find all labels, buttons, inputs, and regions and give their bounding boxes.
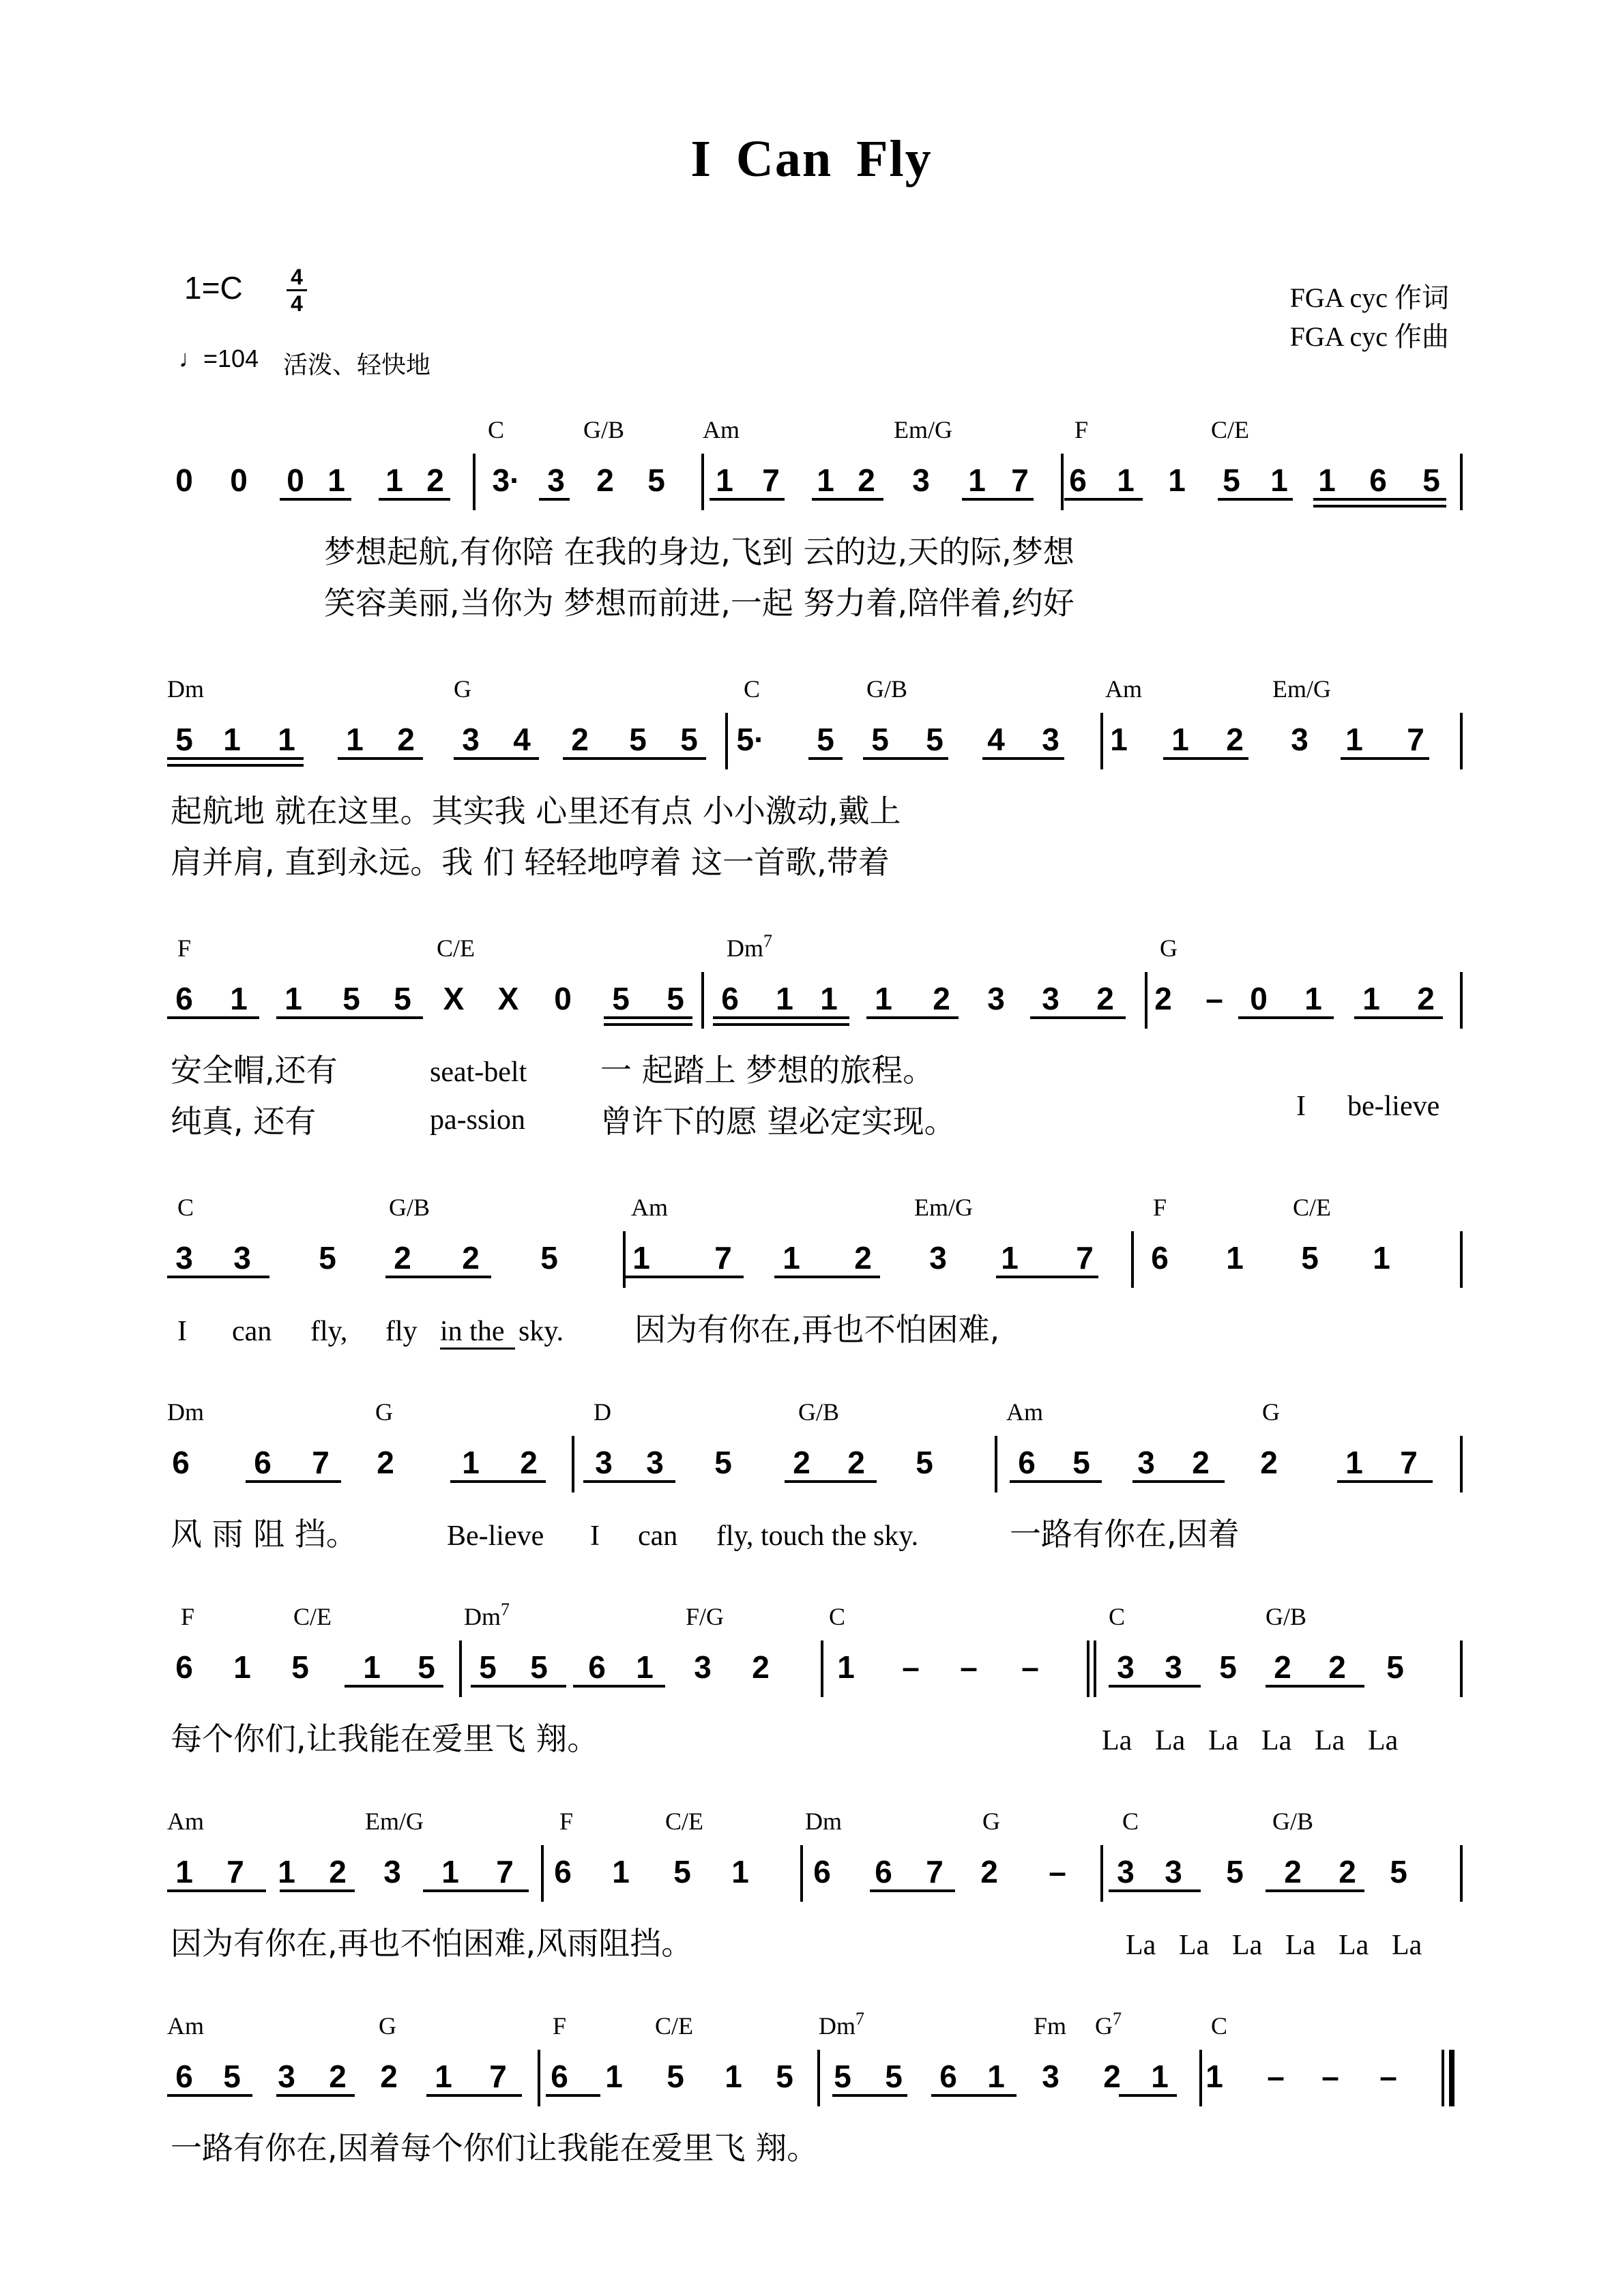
note: 2 (571, 722, 589, 757)
note: 5 (1223, 462, 1240, 498)
note: 2 (397, 722, 415, 757)
note: 3 (1042, 2059, 1059, 2094)
note: 5 (291, 1649, 309, 1685)
chord-symbol: G (982, 1808, 1000, 1835)
note: 1 (1345, 722, 1363, 757)
note: 6 (1018, 1445, 1036, 1480)
lyric-en: La (1368, 1725, 1399, 1756)
note: 1 (278, 722, 295, 757)
chord-symbol: C (829, 1603, 846, 1630)
lyric-en: can (232, 1316, 272, 1347)
song-title: I Can Fly (690, 130, 933, 188)
chord-symbol: C (744, 675, 761, 703)
chord-symbol: Dm$^7$ (464, 1600, 510, 1630)
note: 1 (725, 2059, 742, 2094)
lyric-line-1: 起航地 就在这里。其实我 心里还有点 小小激动,戴上 (171, 793, 901, 829)
note: – (1021, 1649, 1039, 1685)
lyric-line-1: 风 雨 阻 挡。 (171, 1516, 357, 1552)
note: 0 (1250, 981, 1268, 1016)
chord-symbol: F (181, 1603, 195, 1630)
chord-symbol: G (454, 675, 471, 703)
note: 7 (714, 1240, 732, 1276)
note: 6 (175, 1649, 193, 1685)
lyric-en: I (177, 1316, 187, 1347)
note: 1 (783, 1240, 800, 1276)
note: 5 (1386, 1649, 1404, 1685)
lyric-line-1-en: seat-belt (430, 1057, 527, 1088)
note: 2 (1103, 2059, 1121, 2094)
note: 1 (612, 1854, 630, 1889)
chord-symbol: C/E (665, 1808, 704, 1835)
note: 5 (871, 722, 889, 757)
note: 3 (929, 1240, 947, 1276)
chord-symbol: Am (631, 1194, 668, 1221)
note: – (1379, 2059, 1397, 2094)
note: 1 (1171, 722, 1189, 757)
note: 1 (968, 462, 986, 498)
time-top: 4 (291, 265, 303, 289)
note: 1 (837, 1649, 855, 1685)
note: 2 (1096, 981, 1114, 1016)
chord-symbol: Em/G (914, 1194, 973, 1221)
note: 4 (987, 722, 1005, 757)
note: – (902, 1649, 920, 1685)
note: 4 (513, 722, 531, 757)
note: 6 (588, 1649, 606, 1685)
lyric-en: La (1232, 1930, 1263, 1961)
chord-symbol: Am (1105, 675, 1142, 703)
note: 2 (1328, 1649, 1346, 1685)
note: 5 (926, 722, 944, 757)
chord-symbol: G/B (1266, 1603, 1307, 1630)
note: 1 (987, 2059, 1005, 2094)
lyric-line-2: 笑容美丽,当你为 梦想而前进,一起 努力着,陪伴着,约好 (324, 585, 1074, 621)
key-signature: 1=C (184, 270, 243, 306)
lyricist-credit: FGA cyc 作词 (1289, 282, 1449, 313)
lyric-en: La (1261, 1725, 1292, 1756)
note: 5 (530, 1649, 548, 1685)
chord-symbol: Em/G (894, 416, 952, 443)
chord-symbol: D (594, 1398, 611, 1426)
chord-symbol: C (1211, 2012, 1228, 2040)
note: 2 (329, 1854, 347, 1889)
lyric-en: touch the (761, 1520, 867, 1552)
lyric-en: La (1208, 1725, 1239, 1756)
note: 1 (636, 1649, 654, 1685)
chord-symbol: G (375, 1398, 393, 1426)
lyric-line-1: 因为有你在,再也不怕困难, (634, 1311, 1000, 1348)
lyric-en: La (1285, 1930, 1316, 1961)
note: 1 (1117, 462, 1135, 498)
note: 6 (551, 2059, 568, 2094)
note: 5 (916, 1445, 933, 1480)
note: 5 (342, 981, 360, 1016)
note: 5 (223, 2059, 241, 2094)
note: 2 (752, 1649, 770, 1685)
note: 3 (1291, 722, 1308, 757)
note: 2 (854, 1240, 872, 1276)
note: 1 (363, 1649, 381, 1685)
note: 3 (912, 462, 930, 498)
chord-symbol: C (488, 416, 505, 443)
note: 6 (721, 981, 739, 1016)
composer-credit: FGA cyc 作曲 (1289, 321, 1449, 352)
note: 1 (223, 722, 241, 757)
note: 1 (1205, 2059, 1223, 2094)
lyric-en: Be-lieve (447, 1520, 544, 1552)
chord-symbol: F (1074, 416, 1089, 443)
note: 1 (462, 1445, 480, 1480)
lyric-en: fly (385, 1316, 418, 1347)
note: 3 (694, 1649, 712, 1685)
note: 1 (441, 1854, 459, 1889)
chord-symbol: G/B (798, 1398, 840, 1426)
note: 5 (673, 1854, 691, 1889)
note: 3 (278, 2059, 295, 2094)
note: 3 (1117, 1649, 1135, 1685)
lyric-en: can (638, 1520, 678, 1552)
note: 5 (175, 722, 193, 757)
note: 5 (885, 2059, 903, 2094)
note: 7 (1400, 1445, 1418, 1480)
note: 5 (1072, 1445, 1090, 1480)
note: 3 (987, 981, 1005, 1016)
lyric-en: fly, (310, 1316, 348, 1347)
note: 1 (233, 1649, 251, 1685)
note: 1 (1318, 462, 1336, 498)
note: 6 (254, 1445, 272, 1480)
lyric-en: La (1155, 1725, 1186, 1756)
note: 7 (489, 2059, 507, 2094)
note: 3 (1042, 981, 1059, 1016)
note: 2 (462, 1240, 480, 1276)
note: 2 (329, 2059, 347, 2094)
note: 5 (319, 1240, 336, 1276)
note: 2 (377, 1445, 394, 1480)
chord-symbol: Dm (167, 1398, 204, 1426)
chord-symbol: Em/G (1272, 675, 1331, 703)
lyric-line-2-en: pa-ssion (430, 1104, 525, 1136)
note: 2 (1417, 981, 1435, 1016)
note: 1 (1110, 722, 1128, 757)
note: 6 (813, 1854, 831, 1889)
note: – (1321, 2059, 1339, 2094)
note: 7 (496, 1854, 514, 1889)
note: 1 (776, 981, 793, 1016)
note: 7 (226, 1854, 244, 1889)
chord-symbol: G/B (1272, 1808, 1314, 1835)
lyric-en: La (1315, 1725, 1345, 1756)
chord-symbol: F (553, 2012, 567, 2040)
chord-symbol: C/E (293, 1603, 332, 1630)
chord-symbol: Em/G (365, 1808, 424, 1835)
lyric-line-1-b: 一路有你在,因着 (1010, 1516, 1240, 1552)
note: 1 (1270, 462, 1288, 498)
lyric-line-1: 每个你们,让我能在爱里飞 翔。 (171, 1720, 599, 1757)
lyric-en: La (1179, 1930, 1210, 1961)
note: 1 (1362, 981, 1380, 1016)
lyric-line-2: 纯真, 还有 (171, 1103, 317, 1140)
note: 1 (284, 981, 302, 1016)
style-marking: 活泼、轻快地 (283, 351, 431, 379)
note: 2 (380, 2059, 398, 2094)
note: 1 (1373, 1240, 1390, 1276)
note: 2 (858, 462, 875, 498)
note: – (1267, 2059, 1285, 2094)
chord-symbol: F/G (686, 1603, 725, 1630)
note: 5 (1219, 1649, 1237, 1685)
note: 2 (1226, 722, 1244, 757)
chord-symbol: C (1122, 1808, 1139, 1835)
chord-symbol: F (1153, 1194, 1167, 1221)
note: 2 (1154, 981, 1172, 1016)
chord-symbol: G (1160, 934, 1178, 962)
lyric-side-en: be-lieve (1347, 1091, 1440, 1122)
note: 2 (426, 462, 444, 498)
chord-symbol: G (379, 2012, 396, 2040)
note: 0 (554, 981, 572, 1016)
note: 0 (230, 462, 248, 498)
lyric-line-2: 肩并肩, 直到永远。我 们 轻轻地哼着 这一首歌,带着 (171, 844, 890, 881)
note: 1 (435, 2059, 452, 2094)
note: 1 (1345, 1445, 1363, 1480)
note: 0 (287, 462, 304, 498)
note: 5 (680, 722, 698, 757)
chord-symbol: Dm (167, 675, 204, 703)
note: 3 (1165, 1649, 1182, 1685)
lyric-en: fly, (716, 1520, 754, 1552)
lyric-line-1: 一路有你在,因着每个你们让我能在爱里飞 翔。 (171, 2130, 819, 2166)
lyric-en: La (1392, 1930, 1422, 1961)
note: – (960, 1649, 978, 1685)
note: 1 (278, 1854, 295, 1889)
note: 5· (736, 722, 765, 757)
note: 5 (1390, 1854, 1407, 1889)
note: 7 (1076, 1240, 1094, 1276)
chord-symbol: C (1109, 1603, 1126, 1630)
note: 7 (1407, 722, 1424, 757)
note: 5 (418, 1649, 435, 1685)
note: 2 (793, 1445, 810, 1480)
note: 5 (1226, 1854, 1244, 1889)
note: 6 (939, 2059, 957, 2094)
time-bottom: 4 (291, 291, 303, 316)
chord-symbol: Fm (1034, 2012, 1067, 2040)
note: 3 (646, 1445, 664, 1480)
note: 5 (479, 1649, 497, 1685)
note: 2 (520, 1445, 538, 1480)
chord-symbol: C/E (1211, 416, 1250, 443)
note: 6 (172, 1445, 190, 1480)
chord-symbol: C (177, 1194, 194, 1221)
chord-symbol: Dm$^7$ (819, 2009, 864, 2040)
note: – (1049, 1854, 1066, 1889)
note: 1 (731, 1854, 749, 1889)
note: 5 (540, 1240, 558, 1276)
note: 2 (1274, 1649, 1291, 1685)
note: X (443, 981, 465, 1016)
note: 1 (632, 1240, 650, 1276)
note: 5 (776, 2059, 793, 2094)
chord-symbol: C/E (655, 2012, 694, 2040)
note: 5 (667, 2059, 684, 2094)
note: 2 (1339, 1854, 1356, 1889)
lyric-line-2-b: 曾许下的愿 望必定实现。 (600, 1103, 956, 1140)
chord-symbol: Am (167, 2012, 204, 2040)
note: 5 (647, 462, 665, 498)
note: 1 (327, 462, 345, 498)
note: 7 (1011, 462, 1029, 498)
lyric-en: La (1339, 1930, 1369, 1961)
note: 1 (1151, 2059, 1169, 2094)
note: 3 (383, 1854, 401, 1889)
note: 3 (1117, 1854, 1135, 1889)
lyric-en: La (1102, 1725, 1132, 1756)
chord-symbol: G/B (866, 675, 908, 703)
note: 6 (554, 1854, 572, 1889)
chord-symbol: Dm (805, 1808, 842, 1835)
chord-symbol: Dm$^7$ (727, 931, 772, 962)
chord-symbol: C/E (1293, 1194, 1332, 1221)
note: 2 (394, 1240, 411, 1276)
note: 1 (605, 2059, 623, 2094)
note: 1 (1304, 981, 1322, 1016)
note: 1 (1168, 462, 1186, 498)
chord-symbol: C/E (437, 934, 476, 962)
note: 5 (834, 2059, 851, 2094)
note: 6 (875, 1854, 892, 1889)
note: 6 (175, 981, 193, 1016)
lyric-en: La (1126, 1930, 1156, 1961)
note: 3 (1137, 1445, 1155, 1480)
note: 3 (547, 462, 565, 498)
note: 5 (817, 722, 834, 757)
note: 1 (875, 981, 892, 1016)
note: 1 (716, 462, 733, 498)
chord-symbol: F (559, 1808, 574, 1835)
note: 1 (817, 462, 834, 498)
note: 2 (980, 1854, 998, 1889)
note: 6 (1069, 462, 1087, 498)
note: 3· (492, 462, 521, 498)
note: 2 (847, 1445, 865, 1480)
note: 6 (175, 2059, 193, 2094)
note: 1 (385, 462, 403, 498)
note: 5 (629, 722, 647, 757)
chord-symbol: G/B (583, 416, 625, 443)
lyric-line-1: 因为有你在,再也不怕困难,风雨阻挡。 (171, 1925, 693, 1962)
note: 3 (1165, 1854, 1182, 1889)
note: 3 (462, 722, 480, 757)
chord-symbol: G (1262, 1398, 1280, 1426)
note: – (1205, 981, 1223, 1016)
note: 7 (312, 1445, 330, 1480)
note: 3 (595, 1445, 613, 1480)
note: 6 (1369, 462, 1387, 498)
note: 5 (714, 1445, 732, 1480)
note: 5 (1422, 462, 1440, 498)
note: 2 (1284, 1854, 1302, 1889)
note: 2 (1260, 1445, 1278, 1480)
chord-symbol: $G^7$ (1095, 2009, 1122, 2040)
note: 1 (1226, 1240, 1244, 1276)
note: 2 (1192, 1445, 1210, 1480)
tempo-marking: ♩=104 (179, 344, 259, 372)
note: 1 (820, 981, 838, 1016)
lyric-side-en: I (1296, 1091, 1306, 1122)
lyric-en: I (590, 1520, 600, 1552)
chord-symbol: Am (1006, 1398, 1043, 1426)
note: 1 (346, 722, 364, 757)
note: 2 (596, 462, 614, 498)
note: 5 (394, 981, 411, 1016)
lyric-en: sky. (518, 1316, 564, 1347)
note: 7 (762, 462, 780, 498)
note: 2 (933, 981, 950, 1016)
lyric-line-1-b: 一 起踏上 梦想的旅程。 (600, 1052, 935, 1089)
lyric-line-1: 梦想起航,有你陪 在我的身边,飞到 云的边,天的际,梦想 (324, 533, 1074, 570)
lyric-en: sky. (873, 1520, 919, 1552)
note: 1 (1001, 1240, 1019, 1276)
chord-symbol: Am (167, 1808, 204, 1835)
lyric-en: in the (440, 1316, 505, 1347)
lyric-line-1: 安全帽,还有 (171, 1052, 338, 1089)
note: X (497, 981, 519, 1016)
note: 3 (1042, 722, 1059, 757)
chord-symbol: Am (703, 416, 740, 443)
note: 7 (926, 1854, 944, 1889)
note: 1 (230, 981, 248, 1016)
chord-symbol: G/B (389, 1194, 430, 1221)
note: 3 (233, 1240, 251, 1276)
note: 1 (175, 1854, 193, 1889)
note: 3 (175, 1240, 193, 1276)
note: 6 (1151, 1240, 1169, 1276)
note: 0 (175, 462, 193, 498)
note: 5 (612, 981, 630, 1016)
note: 5 (1301, 1240, 1319, 1276)
chord-symbol: F (177, 934, 192, 962)
note: 5 (667, 981, 684, 1016)
